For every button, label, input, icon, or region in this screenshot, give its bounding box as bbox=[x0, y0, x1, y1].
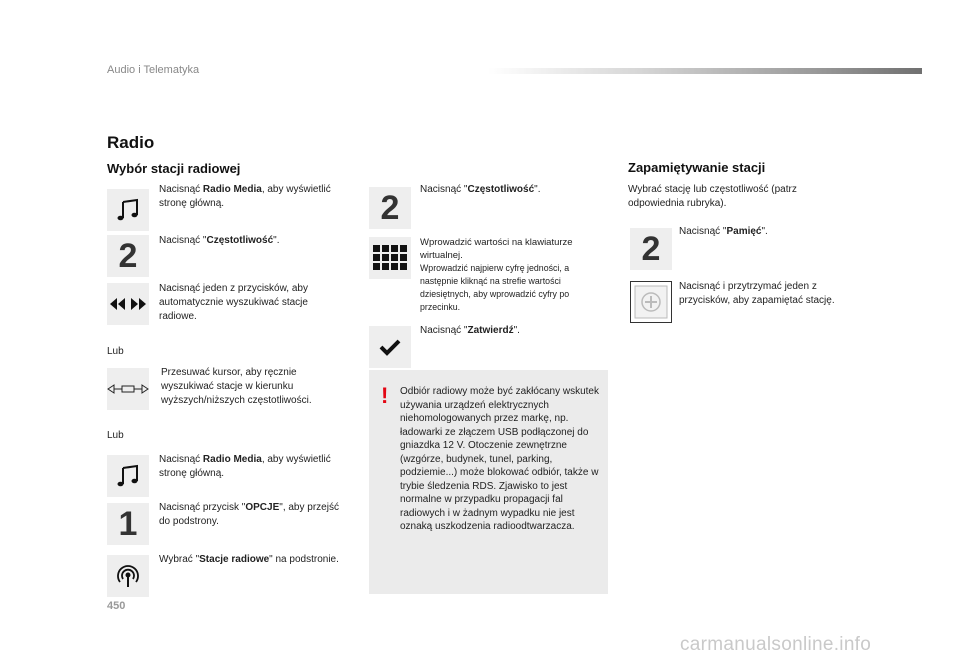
number-badge: 2 bbox=[107, 235, 149, 277]
memory-plus-icon bbox=[630, 281, 672, 323]
checkmark-icon bbox=[369, 326, 411, 368]
page-title: Radio bbox=[107, 133, 155, 152]
music-note-icon bbox=[107, 189, 149, 231]
left-step3-text: Nacisnąć jeden z przycisków, aby automatycznie wyszukiwać stacje radiowe. bbox=[159, 283, 308, 322]
middle-step3-text: Nacisnąć "Zatwierdź". bbox=[420, 325, 520, 336]
right-step2-text: Nacisnąć i przytrzymać jeden z przycisków, aby zapamiętać stację. bbox=[679, 281, 835, 306]
left-step2-text: Nacisnąć "Częstotliwość". bbox=[159, 235, 280, 246]
music-note-icon bbox=[107, 455, 149, 497]
slider-arrows-icon bbox=[107, 368, 149, 410]
or-label: Lub bbox=[107, 346, 124, 357]
number-badge: 1 bbox=[107, 503, 149, 545]
or-label: Lub bbox=[107, 430, 124, 441]
left-heading: Wybór stacji radiowej bbox=[107, 161, 241, 176]
watermark: carmanualsonline.info bbox=[680, 634, 872, 655]
middle-step2-text: Wprowadzić wartości na klawiaturze wirtualnej. Wprowadzić najpierw cyfrę jedności, a następnie kliknąć na strefie wartości dziesiętnych, aby wprowadzić cyfry po przecinku. bbox=[420, 237, 573, 312]
right-heading: Zapamiętywanie stacji bbox=[628, 160, 766, 175]
page-number: 450 bbox=[107, 600, 126, 612]
left-step4-text: Przesuwać kursor, aby ręcznie wyszukiwać stacje w kierunku wyższych/niższych częstotliwości. bbox=[161, 367, 312, 406]
section-header: Audio i Telematyka bbox=[107, 64, 200, 76]
middle-step1-text: Nacisnąć "Częstotliwość". bbox=[420, 184, 541, 195]
right-step1-text: Nacisnąć "Pamięć". bbox=[679, 226, 768, 237]
warning-text: Odbiór radiowy może być zakłócany wskutek używania urządzeń elektrycznych niehomologowanych przez markę, np. ładowarki ze złączem USB podłączonej do gniazdka 12 V. Otoczenie zewnętrzne (wzgórze, budynek, tunel, parking, podziemie...) może blokować odbiór, także w trybie śledzenia RDS. Zjawisko to jest normalne w przypadku propagacji fal radiowych i w żadnym wypadku nie jest oznaką uszkodzenia radioodtwarzacza. bbox=[400, 386, 599, 532]
left-step6-text: Nacisnąć przycisk "OPCJE", aby przejść do podstrony. bbox=[159, 502, 339, 527]
radio-antenna-icon bbox=[107, 555, 149, 597]
number-badge: 2 bbox=[369, 187, 411, 229]
header-rule bbox=[488, 68, 922, 74]
left-step5-text: Nacisnąć Radio Media, aby wyświetlić stronę główną. bbox=[159, 454, 331, 479]
keypad-icon bbox=[369, 237, 411, 279]
warning-icon: ! bbox=[381, 383, 389, 408]
right-intro: Wybrać stację lub częstotliwość (patrz odpowiednia rubryka). bbox=[628, 184, 797, 209]
left-step7-text: Wybrać "Stacje radiowe" na podstronie. bbox=[159, 554, 339, 565]
seek-arrows-icon bbox=[107, 283, 149, 325]
left-step1-text: Nacisnąć Radio Media, aby wyświetlić stronę główną. bbox=[159, 184, 331, 209]
number-badge: 2 bbox=[630, 228, 672, 270]
